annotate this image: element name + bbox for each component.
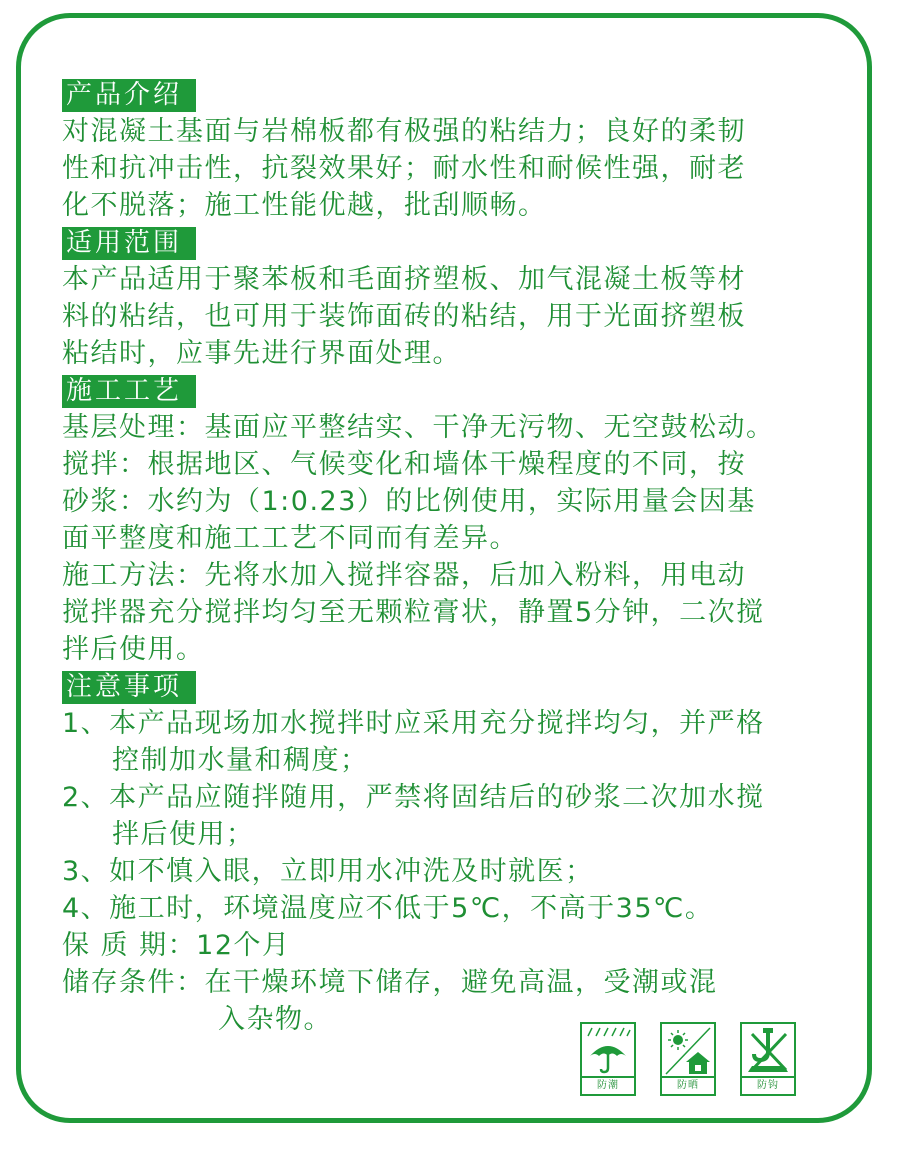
intro-line: 化不脱落；施工性能优越，批刮顺畅。 [62, 190, 547, 221]
process-line: 搅拌：根据地区、气候变化和墙体干燥程度的不同，按 [62, 449, 746, 480]
section-title-scope: 适用范围 [62, 227, 196, 260]
warning-icons-row [580, 1022, 800, 1098]
shelf-life: 保 质 期：12个月 [62, 930, 291, 961]
umbrella-icon [584, 1026, 632, 1076]
intro-line: 性和抗冲击性，抗裂效果好；耐水性和耐候性强，耐老 [62, 153, 746, 184]
no-hook-badge [740, 1022, 796, 1096]
note-item: 4、施工时，环境温度应不低于5℃，不高于35℃。 [62, 893, 714, 924]
moisture-proof-badge [580, 1022, 636, 1096]
process-line: 搅拌器充分搅拌均匀至无颗粒膏状，静置5分钟，二次搅 [62, 597, 765, 628]
icon-label: 防钩 [742, 1076, 794, 1094]
intro-line: 对混凝土基面与岩棉板都有极强的粘结力；良好的柔韧 [62, 116, 746, 147]
icon-label: 防潮 [582, 1076, 634, 1094]
storage-conditions-continuation: 入杂物。 [218, 1004, 332, 1035]
process-line: 拌后使用。 [62, 634, 205, 665]
note-item-continuation: 拌后使用； [112, 819, 255, 850]
process-line: 基层处理：基面应平整结实、干净无污物、无空鼓松动。 [62, 412, 775, 443]
section-title-notes: 注意事项 [62, 671, 196, 704]
icon-label: 防晒 [662, 1076, 714, 1094]
note-item: 3、如不慎入眼，立即用水冲洗及时就医； [62, 856, 594, 887]
process-line: 砂浆：水约为（1:0.23）的比例使用，实际用量会因基 [62, 486, 756, 517]
no-hook-icon [744, 1026, 792, 1076]
storage-conditions: 储存条件：在干燥环境下储存，避免高温，受潮或混 [62, 967, 718, 998]
content-area [62, 76, 862, 1038]
note-item: 2、本产品应随拌随用，严禁将固结后的砂浆二次加水搅 [62, 782, 765, 813]
sun-house-icon [664, 1026, 712, 1076]
note-item: 1、本产品现场加水搅拌时应采用充分搅拌均匀，并严格 [62, 708, 765, 739]
section-title-intro: 产品介绍 [62, 79, 196, 112]
scope-line: 本产品适用于聚苯板和毛面挤塑板、加气混凝土板等材 [62, 264, 746, 295]
note-item-continuation: 控制加水量和稠度； [112, 745, 369, 776]
scope-line: 料的粘结，也可用于装饰面砖的粘结，用于光面挤塑板 [62, 301, 746, 332]
scope-line: 粘结时，应事先进行界面处理。 [62, 338, 461, 369]
process-line: 面平整度和施工工艺不同而有差异。 [62, 523, 518, 554]
sun-proof-badge [660, 1022, 716, 1096]
process-line: 施工方法：先将水加入搅拌容器，后加入粉料，用电动 [62, 560, 746, 591]
section-title-process: 施工工艺 [62, 375, 196, 408]
